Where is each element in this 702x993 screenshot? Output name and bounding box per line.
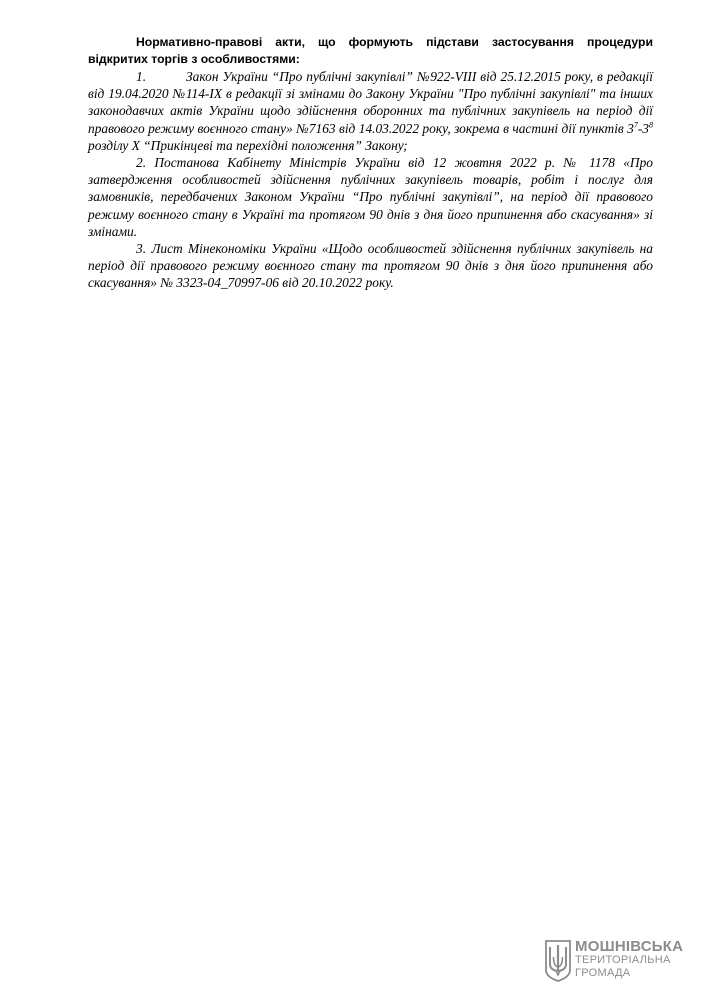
logo-text xyxy=(575,939,683,980)
logo-line-2: ТЕРИТОРІАЛЬНА xyxy=(575,954,671,966)
list-item-1 xyxy=(88,68,653,154)
list-item-1-text-c: розділу X “Прикінцеві та перехідні положення” Закону; xyxy=(88,137,408,153)
list-item-3: 3. Лист Мінекономіки України «Щодо особливостей здійснення публічних закупівель на період дії правового режиму воєнного стану та протягом 90 днів з дня його припинення або скасування» № 3323-04_70997-06 від 20.10.2022 року. xyxy=(88,241,653,291)
list-item-1-text-b: -3 xyxy=(637,120,649,136)
trident-icon xyxy=(545,940,571,982)
community-logo xyxy=(545,939,685,983)
list-item-2: 2. Постанова Кабінету Міністрів України від 12 жовтня 2022 р. № 1178 «Про затвердження особливостей здійснення публічних закупівель товарів, робіт і послуг для замовників, передбачених Законом України “Про публічні закупівлі”, на період дії правового режиму воєнного стану в Україні та протягом 90 днів з дня його припинення або скасування» зі змінами. xyxy=(88,155,653,239)
document-heading: Нормативно-правові акти, що формують підстави застосування процедури відкритих торгів з особливостями: xyxy=(88,35,653,66)
list-item-1-text-a: Закон України “Про публічні закупівлі” №922-VIII від 25.12.2015 року, в редакції від 19.04.2020 №114-IX в редакції зі змінами до Закону України "Про публічні закупівлі" та інших законодавчих актів України щодо здійснення оборонних та публічних закупівель на період дії правового режиму воєнного стану» №7163 від 14.03.2022 року, зокрема в частині дії пунктів 3 xyxy=(88,69,653,136)
logo-line-1: МОШНІВСЬКА xyxy=(575,938,684,955)
document-body xyxy=(88,34,653,292)
logo-line-3: ГРОМАДА xyxy=(575,967,631,979)
list-item-1-number: 1. xyxy=(136,69,147,84)
list-item-1-sup-a: 7 xyxy=(633,120,638,130)
list-item-1-sup-b: 8 xyxy=(649,120,653,130)
